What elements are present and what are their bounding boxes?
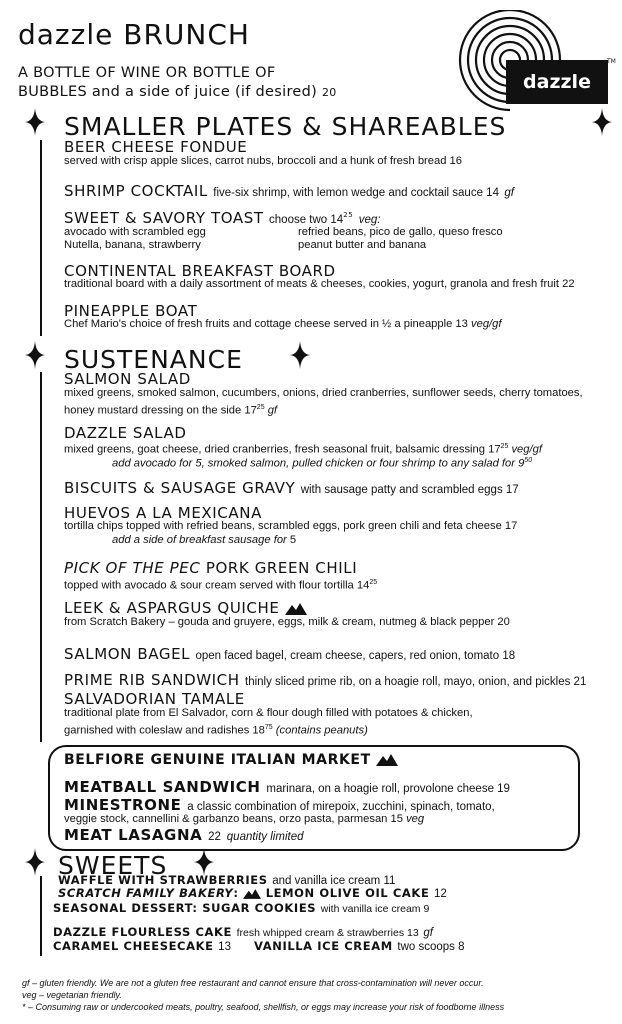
item-description-row — [64, 813, 424, 827]
item-title: SWEET & SAVORY TOAST — [64, 209, 264, 227]
item-title: VANILLA ICE CREAM — [254, 939, 393, 953]
item-price: 22 — [208, 831, 221, 843]
menu-item-lemon-cake — [58, 886, 447, 900]
menu-item-toast — [64, 209, 380, 227]
wine-offer-price: 20 — [322, 86, 337, 99]
item-title: BEER CHEESE FONDUE — [64, 138, 248, 156]
diet-tag: gf — [423, 927, 433, 939]
toast-option: Nutella, banana, strawberry — [64, 239, 201, 251]
menu-item-caramel-vanilla — [53, 939, 465, 953]
item-title: HUEVOS A LA MEXICANA — [64, 504, 262, 522]
footnote-raw: * – Consuming raw or undercooked meats, poultry, seafood, shellfish, or eggs may increase your risk of foodborne illness — [22, 1002, 505, 1012]
four-point-star-icon — [592, 108, 612, 136]
menu-item-minestrone — [64, 796, 495, 814]
menu-item-lasagna — [64, 826, 304, 844]
section-divider-line — [40, 876, 42, 956]
item-description: fresh whipped cream & strawberries 13 — [236, 927, 419, 939]
item-description: garnished with coleslaw and radishes 18 — [64, 724, 265, 737]
item-title: MEAT LASAGNA — [64, 826, 203, 844]
dazzle-logo — [506, 60, 608, 104]
item-title: CONTINENTAL BREAKFAST BOARD — [64, 262, 336, 280]
mountain-icon — [376, 754, 398, 766]
footnote-veg: veg – vegetarian friendly. — [22, 990, 122, 1000]
item-description: choose two 14 — [269, 214, 344, 226]
four-point-star-icon — [290, 341, 310, 369]
diet-tag: veg/gf — [471, 318, 502, 330]
toast-option: peanut butter and banana — [298, 239, 427, 251]
add-on-row — [112, 534, 296, 548]
bakery-label: SCRATCH FAMILY BAKERY — [58, 886, 234, 900]
price-superscript: 25 — [369, 579, 378, 586]
menu-item-prime-rib — [64, 671, 586, 689]
menu-item-flourless — [53, 925, 433, 939]
logo-text: dazzle — [523, 71, 591, 93]
add-on-row — [112, 454, 532, 471]
diet-tag: veg — [406, 813, 425, 825]
section-heading-smaller-plates: SMALLER PLATES & SHAREABLES — [64, 112, 507, 141]
belfiore-heading-row — [64, 752, 398, 768]
item-description: topped with avocado & sour cream served with flour tortilla 14 — [64, 579, 370, 592]
item-title: DAZZLE FLOURLESS CAKE — [53, 925, 232, 939]
menu-item-meatball — [64, 778, 510, 796]
menu-item-waffle — [58, 873, 395, 887]
item-title: BISCUITS & SAUSAGE GRAVY — [64, 479, 296, 497]
menu-item-biscuits — [64, 479, 519, 497]
add-on-price: 5 — [289, 534, 297, 546]
item-title: LEMON OLIVE OIL CAKE — [265, 886, 430, 900]
diet-tag: veg/gf — [511, 443, 542, 456]
price-superscript: 25 — [500, 443, 509, 450]
item-title: SALMON BAGEL — [64, 645, 191, 663]
price-superscript: 50 — [524, 457, 533, 464]
item-description: from Scratch Bakery – gouda and gruyere, eggs, milk & cream, nutmeg & black pepper 20 — [64, 616, 510, 628]
menu-item-bagel — [64, 645, 515, 663]
item-description: marinara, on a hoagie roll, provolone cheese 19 — [266, 783, 510, 795]
menu-item-shrimp — [64, 182, 514, 200]
allergen-note: (contains peanuts) — [275, 724, 368, 737]
belfiore-heading: BELFIORE GENUINE ITALIAN MARKET — [64, 752, 371, 768]
toast-option: avocado with scrambled egg — [64, 226, 206, 238]
item-title: DAZZLE SALAD — [64, 424, 187, 442]
four-point-star-icon — [25, 108, 45, 136]
item-description-row — [64, 576, 377, 593]
wine-offer — [18, 64, 337, 102]
add-on-note: add avocado for 5, smoked salmon, pulled chicken or four shrimp to any salad for 9 — [112, 457, 525, 470]
item-description: five-six shrimp, with lemon wedge and cocktail sauce 14 — [213, 187, 499, 199]
mountain-icon — [285, 603, 307, 615]
item-description: tortilla chips topped with refried beans, scrambled eggs, pork green chili and feta cheese 17 — [64, 520, 518, 532]
item-description: with vanilla ice cream 9 — [320, 903, 430, 915]
section-divider-line — [40, 372, 42, 742]
item-description: two scoops 8 — [397, 941, 465, 953]
price-superscript: 25 — [256, 404, 265, 411]
item-price: 12 — [434, 888, 447, 900]
diet-tag: gf — [267, 404, 278, 417]
item-title: LEEK & ASPARGUS QUICHE — [64, 599, 280, 617]
item-title: SALMON SALAD — [64, 370, 191, 388]
item-description: thinly sliced prime rib, on a hoagie roll, mayo, onion, and pickles 21 — [245, 676, 587, 688]
mountain-icon — [243, 889, 261, 899]
item-price: 13 — [218, 941, 231, 953]
item-description: mixed greens, goat cheese, dried cranberries, fresh seasonal fruit, balsamic dressing 17 — [64, 443, 501, 456]
item-title: PRIME RIB SANDWICH — [64, 671, 240, 689]
item-description: and vanilla ice cream 11 — [272, 875, 396, 887]
section-heading-sustenance: SUSTENANCE — [64, 345, 243, 374]
item-title: MINESTRONE — [64, 796, 182, 814]
four-point-star-icon — [194, 848, 214, 876]
diet-tag: veg: — [358, 214, 381, 226]
item-description-row — [64, 721, 368, 738]
item-description: open faced bagel, cream cheese, capers, red onion, tomato 18 — [195, 650, 516, 662]
add-on-note: add a side of breakfast sausage for — [112, 534, 287, 546]
item-description: with sausage patty and scrambled eggs 17 — [300, 484, 519, 496]
item-description: honey mustard dressing on the side 17 — [64, 404, 257, 417]
item-title-italic: PICK OF THE PEC — [64, 559, 201, 577]
item-description-row — [64, 401, 277, 418]
page-title: dazzle BRUNCH — [18, 18, 250, 51]
four-point-star-icon — [25, 848, 45, 876]
item-title: SALVADORIAN TAMALE — [64, 690, 245, 708]
footnote-gf: gf – gluten friendly. We are not a gluten free restaurant and cannot ensure that cross-contamination will never occur. — [22, 978, 484, 988]
item-description: Chef Mario's choice of fresh fruits and cottage cheese served in ½ a pineapple 13 — [64, 318, 468, 330]
menu-item-seasonal — [53, 901, 429, 915]
item-description: served with crisp apple slices, carrot nubs, broccoli and a hunk of fresh bread 16 — [64, 155, 462, 167]
trademark: TM — [607, 58, 616, 65]
diet-tag: gf — [504, 187, 514, 199]
price-superscript: 25 — [343, 211, 354, 219]
item-title: CARAMEL CHEESECAKE — [53, 939, 214, 953]
item-title: MEATBALL SANDWICH — [64, 778, 261, 796]
wine-offer-line1: A BOTTLE OF WINE OR BOTTLE OF — [18, 65, 276, 81]
quantity-note: quantity limited — [226, 831, 304, 843]
bakery-colon: : — [233, 886, 239, 900]
item-description: traditional plate from El Salvador, corn & flour dough filled with potatoes & chicken, — [64, 707, 473, 719]
item-title: WAFFLE WITH STRAWBERRIES — [58, 873, 268, 887]
item-description: traditional board with a daily assortment of meats & cheeses, cookies, yogurt, granola and fresh fruit 22 — [64, 278, 575, 290]
toast-option: refried beans, pico de gallo, queso fresco — [298, 226, 503, 238]
item-description-row — [64, 318, 501, 332]
item-title: PORK GREEN CHILI — [205, 559, 358, 577]
item-title: SEASONAL DESSERT: SUGAR COOKIES — [53, 901, 317, 915]
item-title: SHRIMP COCKTAIL — [64, 182, 208, 200]
wine-offer-line2: BUBBLES and a side of juice (if desired) — [18, 84, 318, 100]
menu-item-pec — [64, 559, 357, 577]
section-divider-line — [40, 140, 42, 336]
item-description: mixed greens, smoked salmon, cucumbers, onions, dried cranberries, sunflower seeds, cherry tomatoes, — [64, 387, 583, 399]
item-description: veggie stock, cannellini & garbanzo beans, orzo pasta, parmesan 15 — [64, 813, 403, 825]
four-point-star-icon — [25, 341, 45, 369]
price-superscript: 75 — [264, 724, 273, 731]
section-heading-sweets: SWEETS — [58, 851, 168, 880]
item-title: PINEAPPLE BOAT — [64, 302, 198, 320]
item-description: a classic combination of mirepoix, zucchini, spinach, tomato, — [187, 801, 495, 813]
menu-item-quiche — [64, 599, 307, 617]
